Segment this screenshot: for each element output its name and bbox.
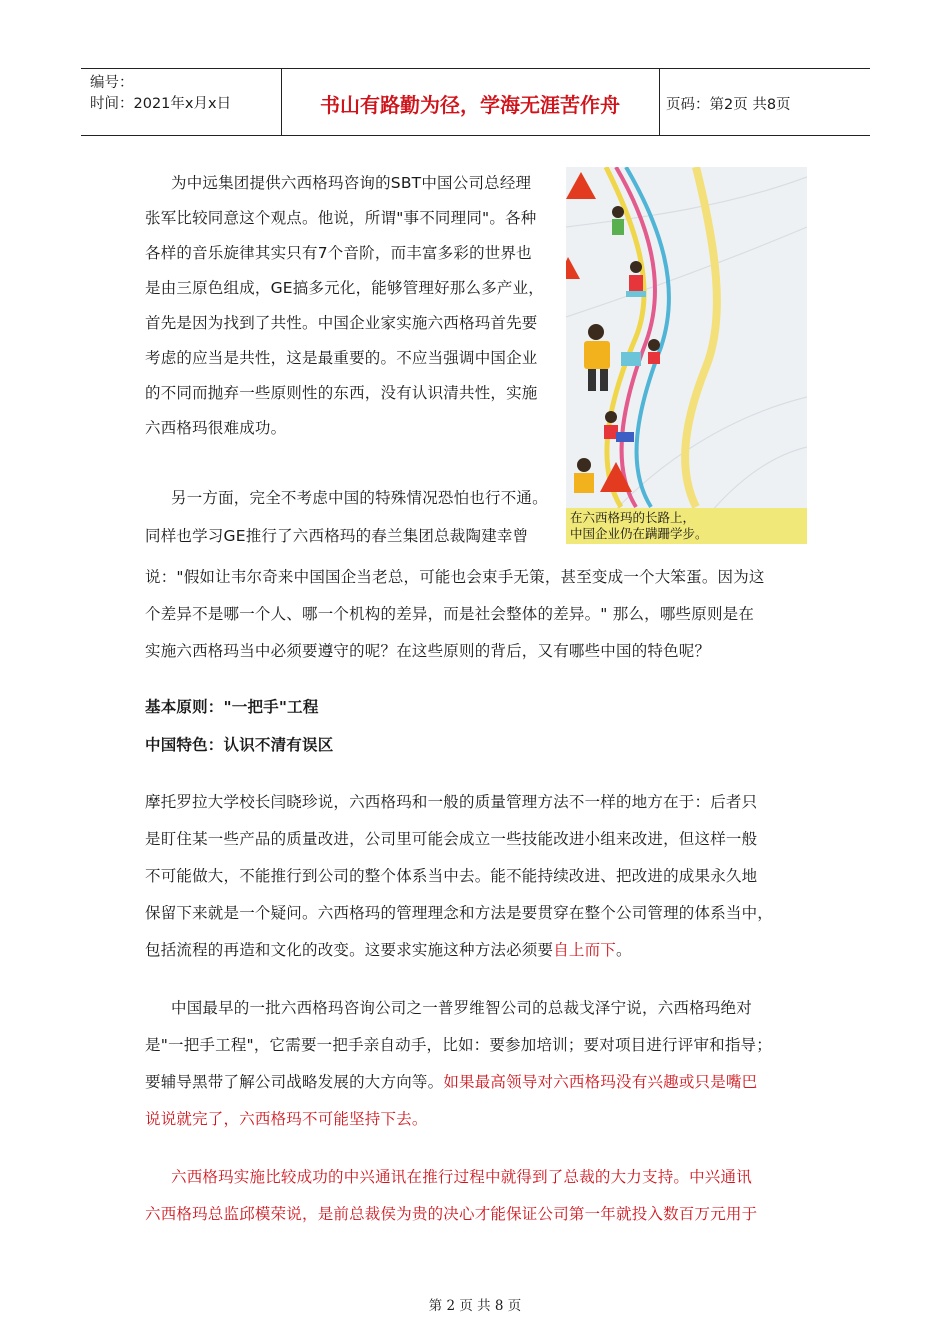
paragraph-line: 同样也学习GE推行了六西格玛的春兰集团总裁陶建幸曾	[145, 527, 529, 545]
paragraph-line: 是"一把手工程"，它需要一把手亲自动手，比如：要参加培训；要对项目进行评审和指导；	[145, 1036, 772, 1054]
text-run: 。	[616, 941, 632, 959]
header-motto: 书山有路勤为径，学海无涯苦作舟	[320, 92, 620, 117]
header-page-info: 页码：第2页 共8页	[666, 97, 791, 113]
highlighted-text: 如果最高领导对六西格玛没有兴趣或只是嘴巴	[443, 1073, 758, 1091]
paragraph-line: 实施六西格玛当中必须要遵守的呢？在这些原则的背后，又有哪些中国的特色呢？	[145, 642, 711, 660]
paragraph-line: 说说就完了，六西格玛不可能坚持下去。	[145, 1110, 428, 1128]
page-header	[81, 68, 870, 136]
paragraph-line	[145, 1065, 757, 1100]
paragraph-line: 为中远集团提供六西格玛咨询的SBT中国公司总经理	[171, 174, 532, 192]
text-run: 要辅导黑带了解公司战略发展的大方向等。	[145, 1073, 444, 1091]
figure-caption	[566, 508, 807, 544]
header-divider	[659, 69, 660, 135]
paragraph-line: 摩托罗拉大学校长闫晓珍说，六西格玛和一般的质量管理方法不一样的地方在于：后者只	[145, 793, 758, 811]
paragraph-line: 是由三原色组成，GE搞多元化，能够管理好那么多产业，	[145, 279, 545, 297]
section-subheading: 中国特色：认识不清有误区	[145, 736, 334, 754]
paragraph-line: 保留下来就是一个疑问。六西格玛的管理理念和方法是要贯穿在整个公司管理的体系当中，	[145, 904, 774, 922]
paragraph-line: 中国最早的一批六西格玛咨询公司之一普罗维智公司的总裁戈泽宁说，六西格玛绝对	[171, 999, 752, 1017]
text-run: 包括流程的再造和文化的改变。这要求实施这种方法必须要	[145, 941, 554, 959]
illustration	[566, 167, 807, 544]
paragraph-line: 个差异不是哪一个人、哪一个机构的差异，而是社会整体的差异。" 那么，哪些原则是在	[145, 605, 755, 623]
paragraph-line: 张军比较同意这个观点。他说，所谓"事不同理同"。各种	[145, 209, 537, 227]
figure-caption-line: 中国企业仍在蹒跚学步。	[570, 526, 708, 541]
highlighted-text: 自上而下	[553, 941, 617, 959]
paragraph-line: 说："假如让韦尔奇来中国国企当老总，可能也会束手无策，甚至变成一个大笨蛋。因为这	[145, 568, 765, 586]
paragraph-line: 考虑的应当是共性，这是最重要的。不应当强调中国企业	[145, 349, 538, 367]
header-meta	[90, 73, 231, 115]
paragraph-line: 首先是因为找到了共性。中国企业家实施六西格玛首先要	[145, 314, 538, 332]
document-date: 时间：2021年x月x日	[90, 96, 232, 112]
paragraph-line	[145, 933, 632, 968]
paragraph-line: 六西格玛很难成功。	[145, 419, 287, 437]
section-heading: 基本原则："一把手"工程	[145, 698, 319, 716]
paragraph-line: 另一方面，完全不考虑中国的特殊情况恐怕也行不通。	[171, 489, 548, 507]
illustration-graphic	[566, 167, 807, 544]
document-number-label: 编号：	[90, 75, 134, 91]
paragraph-line: 六西格玛总监邱模荣说，是前总裁侯为贵的决心才能保证公司第一年就投入数百万元用于	[145, 1205, 758, 1223]
paragraph-line: 是盯住某一些产品的质量改进，公司里可能会成立一些技能改进小组来改进，但这样一般	[145, 830, 758, 848]
paragraph-line: 六西格玛实施比较成功的中兴通讯在推行过程中就得到了总裁的大力支持。中兴通讯	[171, 1168, 752, 1186]
paragraph-line: 的不同而抛弃一些原则性的东西，没有认识清共性，实施	[145, 384, 538, 402]
paragraph-line: 各样的音乐旋律其实只有7个音阶，而丰富多彩的世界也	[145, 244, 532, 262]
figure-caption-line: 在六西格玛的长路上，	[570, 510, 696, 525]
paragraph-line: 不可能做大，不能推行到公司的整个体系当中去。能不能持续改进、把改进的成果永久地	[145, 867, 758, 885]
page-footer: 第 2 页 共 8 页	[428, 1298, 522, 1314]
